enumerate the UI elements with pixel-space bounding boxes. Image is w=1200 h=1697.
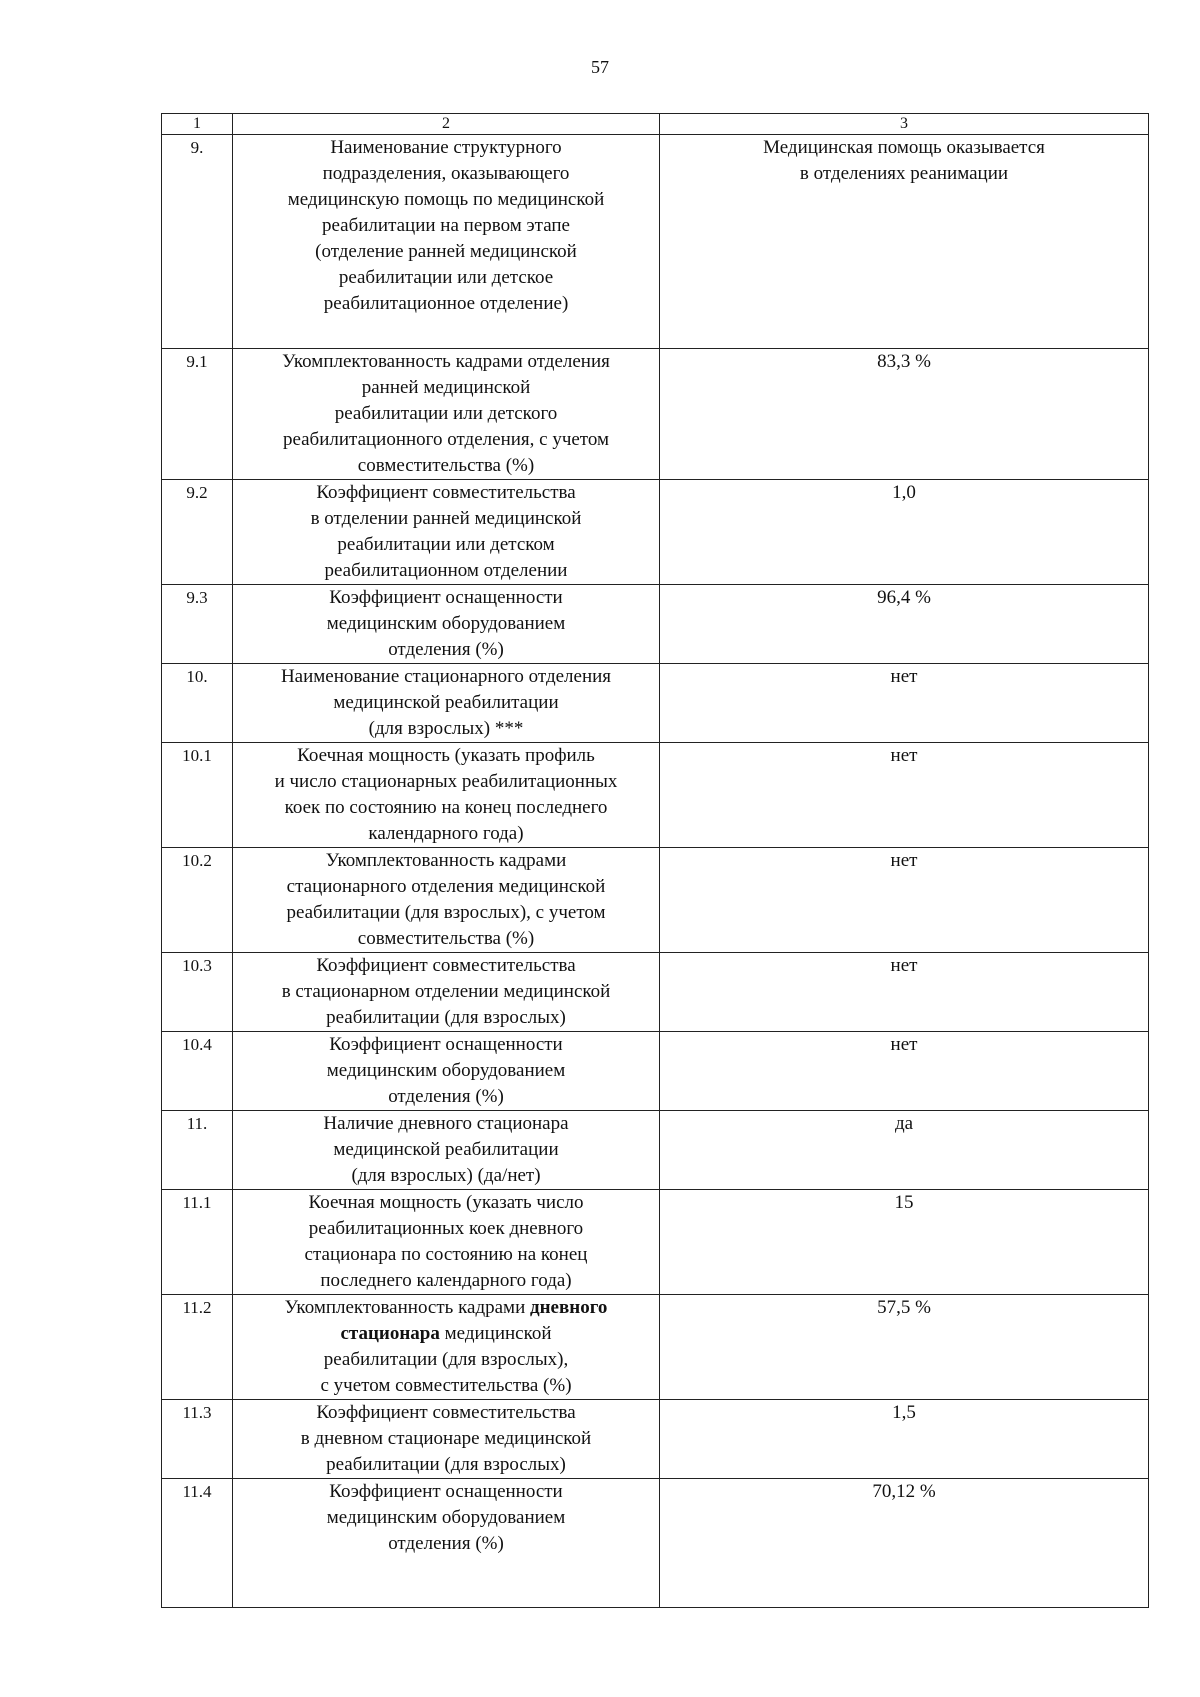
row-value — [660, 664, 1149, 743]
row-description — [233, 1295, 660, 1400]
description-line: реабилитационных коек дневного — [308, 1218, 584, 1239]
description-line: (отделение ранней медицинской — [315, 241, 577, 262]
description-line: медицинскую помощь по медицинской — [287, 189, 605, 210]
description-text: Укомплектованность кадрами — [284, 1297, 530, 1318]
table-row — [162, 953, 1149, 1032]
description-line: и число стационарных реабилитационных — [274, 771, 618, 792]
header-row — [162, 114, 1149, 135]
row-description — [233, 1190, 660, 1295]
description-bold-text: дневного — [530, 1297, 608, 1318]
row-number: 11.2 — [162, 1295, 233, 1400]
row-description — [233, 585, 660, 664]
description-line: Коэффициент совместительства — [316, 1402, 576, 1423]
description-line: реабилитации (для взрослых) — [326, 1454, 566, 1475]
description-line: реабилитации (для взрослых), с учетом — [286, 902, 606, 923]
description-line: медицинской реабилитации — [333, 692, 559, 713]
description-line: Наличие дневного стационара — [323, 1113, 569, 1134]
description-bold-text: стационара — [340, 1323, 440, 1344]
description-line: стационара по состоянию на конец — [304, 1244, 588, 1265]
row-value — [660, 480, 1149, 585]
row-value — [660, 1190, 1149, 1295]
row-description — [233, 1479, 660, 1608]
value-line: 1,0 — [892, 482, 916, 503]
value-line: да — [894, 1113, 914, 1134]
row-value — [660, 743, 1149, 848]
description-line: в стационарном отделении медицинской — [281, 981, 611, 1002]
value-line: 1,5 — [892, 1402, 916, 1423]
description-line: Коэффициент оснащенности — [329, 1034, 563, 1055]
value-line: нет — [890, 1034, 918, 1055]
table-row — [162, 349, 1149, 480]
row-number: 10.1 — [162, 743, 233, 848]
row-value — [660, 1032, 1149, 1111]
description-line: (для взрослых) (да/нет) — [351, 1165, 541, 1186]
header-col-1: 1 — [162, 114, 233, 135]
table-row — [162, 135, 1149, 349]
description-line: Коечная мощность (указать профиль — [297, 745, 595, 766]
row-number: 9.1 — [162, 349, 233, 480]
row-description — [233, 1111, 660, 1190]
table-row — [162, 848, 1149, 953]
description-line: Укомплектованность кадрами отделения — [282, 351, 610, 372]
description-line: медицинским оборудованием — [326, 1060, 566, 1081]
description-line: подразделения, оказывающего — [322, 163, 570, 184]
row-number: 10.3 — [162, 953, 233, 1032]
row-value — [660, 1111, 1149, 1190]
table-row — [162, 1400, 1149, 1479]
description-line: (для взрослых) *** — [368, 718, 524, 739]
description-line: стационарного отделения медицинской — [286, 876, 606, 897]
row-description — [233, 480, 660, 585]
table-row — [162, 480, 1149, 585]
description-line: реабилитации или детском — [337, 534, 555, 555]
description-line: Укомплектованность кадрами — [325, 850, 567, 871]
description-line: Наименование стационарного отделения — [280, 666, 612, 687]
description-line: медицинским оборудованием — [326, 613, 566, 634]
description-line: реабилитации или детского — [334, 403, 558, 424]
row-description — [233, 1032, 660, 1111]
description-line: реабилитации или детское — [338, 267, 554, 288]
value-line: в отделениях реанимации — [799, 163, 1009, 184]
description-line: совместительства (%) — [357, 455, 535, 476]
description-line: отделения (%) — [388, 1086, 504, 1107]
value-line: Медицинская помощь оказывается — [763, 137, 1045, 158]
description-line: с учетом совместительства (%) — [320, 1375, 572, 1396]
table-row — [162, 1190, 1149, 1295]
page-number: 57 — [591, 57, 609, 77]
row-number: 9.3 — [162, 585, 233, 664]
table-row — [162, 1032, 1149, 1111]
row-value — [660, 953, 1149, 1032]
row-description — [233, 135, 660, 349]
table-row — [162, 743, 1149, 848]
table-row — [162, 585, 1149, 664]
row-number: 11.3 — [162, 1400, 233, 1479]
description-line: в дневном стационаре медицинской — [300, 1428, 592, 1449]
row-value — [660, 585, 1149, 664]
value-line: нет — [890, 850, 918, 871]
row-number: 10.2 — [162, 848, 233, 953]
description-line: Наименование структурного — [330, 137, 562, 158]
row-description — [233, 848, 660, 953]
description-line: коек по состоянию на конец последнего — [284, 797, 608, 818]
description-line: ранней медицинской — [361, 377, 531, 398]
value-line: 15 — [894, 1192, 914, 1213]
value-line: 83,3 % — [877, 351, 931, 372]
row-description — [233, 953, 660, 1032]
description-line: отделения (%) — [388, 1533, 504, 1554]
header-col-2: 2 — [233, 114, 660, 135]
row-number: 10.4 — [162, 1032, 233, 1111]
row-description — [233, 1400, 660, 1479]
description-line: Коэффициент оснащенности — [329, 587, 563, 608]
indicator-table — [161, 113, 1149, 1608]
description-line: реабилитационном отделении — [324, 560, 568, 581]
row-value — [660, 135, 1149, 349]
description-line: реабилитации на первом этапе — [322, 215, 570, 236]
description-line: реабилитации (для взрослых) — [326, 1007, 566, 1028]
row-number: 9. — [162, 135, 233, 349]
description-line: реабилитации (для взрослых), — [323, 1349, 569, 1370]
value-line: 96,4 % — [877, 587, 931, 608]
row-description — [233, 743, 660, 848]
table-row — [162, 664, 1149, 743]
row-value — [660, 349, 1149, 480]
description-line: Коэффициент оснащенности — [329, 1481, 563, 1502]
description-line: реабилитационного отделения, с учетом — [282, 429, 610, 450]
row-number: 11.1 — [162, 1190, 233, 1295]
description-line: Коэффициент совместительства — [316, 482, 576, 503]
row-number: 11.4 — [162, 1479, 233, 1608]
description-line: медицинской реабилитации — [333, 1139, 559, 1160]
description-line: реабилитационное отделение) — [323, 293, 569, 314]
description-text: медицинской — [439, 1323, 552, 1344]
value-line: нет — [890, 955, 918, 976]
description-line: в отделении ранней медицинской — [310, 508, 582, 529]
table-row — [162, 1295, 1149, 1400]
row-number: 10. — [162, 664, 233, 743]
table-row — [162, 1479, 1149, 1608]
row-value — [660, 1400, 1149, 1479]
table-row — [162, 1111, 1149, 1190]
row-value — [660, 1479, 1149, 1608]
description-line — [237, 1295, 655, 1321]
header-col-3: 3 — [660, 114, 1149, 135]
row-value — [660, 1295, 1149, 1400]
description-line: последнего календарного года) — [320, 1270, 572, 1291]
description-line: Коечная мощность (указать число — [308, 1192, 584, 1213]
description-line: календарного года) — [368, 823, 524, 844]
value-line: 57,5 % — [877, 1297, 931, 1318]
value-line: нет — [890, 666, 918, 687]
row-description — [233, 349, 660, 480]
value-line: 70,12 % — [872, 1481, 936, 1502]
row-description — [233, 664, 660, 743]
row-value — [660, 848, 1149, 953]
description-line — [237, 1321, 655, 1347]
description-line: Коэффициент совместительства — [316, 955, 576, 976]
description-line: совместительства (%) — [357, 928, 535, 949]
description-line: медицинским оборудованием — [326, 1507, 566, 1528]
row-number: 9.2 — [162, 480, 233, 585]
row-number: 11. — [162, 1111, 233, 1190]
value-line: нет — [890, 745, 918, 766]
description-line: отделения (%) — [388, 639, 504, 660]
